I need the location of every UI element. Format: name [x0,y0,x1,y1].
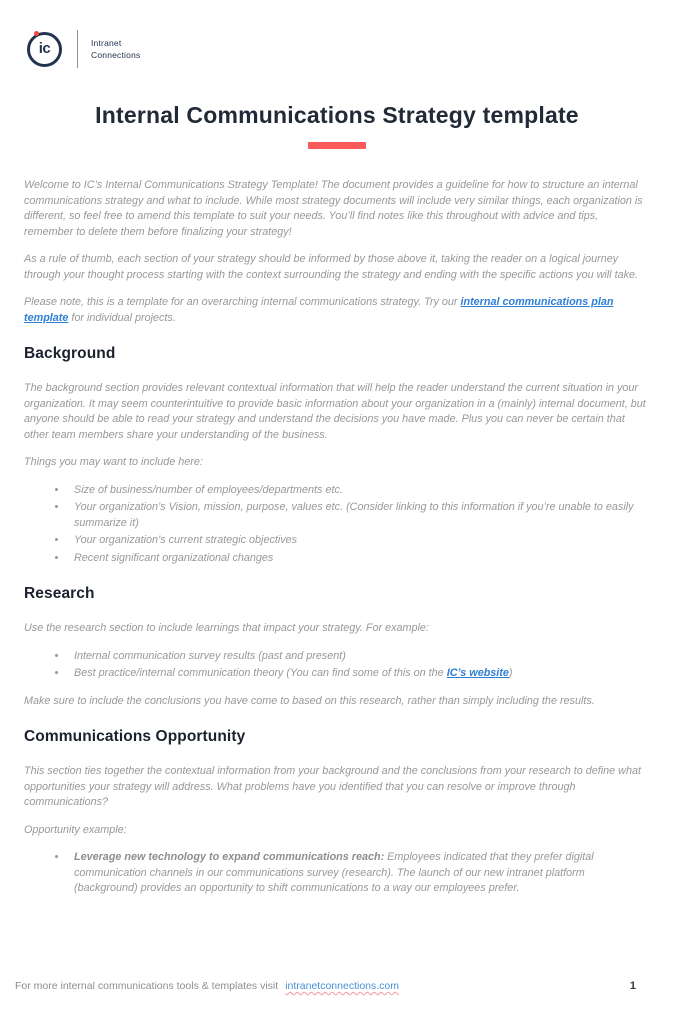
page-title: Internal Communications Strategy template [95,102,579,128]
research-paragraph: Use the research section to include learnings that impact your strategy. For example: [24,622,429,634]
opportunity-bullet-list [24,850,650,897]
logo-text: ic [38,40,51,57]
section-heading-background: Background [24,345,116,362]
background-paragraph: The background section provides relevant contextual information that will help the reader understand the current situation in your organization. It may seem counterintuitive to provide basic information about your organization in a (mainly) internal document, but anyone should be able to read your strategy and understand the decisions you have made. Plus you can never be certain that other team members share your understanding of the business. [24,382,646,441]
list-item [68,850,650,897]
ics-website-link[interactable]: IC’s website [446,667,509,679]
title-accent-bar [308,142,366,149]
background-bullet-list [24,483,650,567]
logo-red-dot-icon [34,31,39,36]
list-item [68,666,650,682]
list-item: • Size of business/number of employees/departments etc. [68,483,650,499]
opportunity-paragraph: This section ties together the contextual information from your background and the conclusions from your research to define what opportunities your strategy will address. What problems have you identified that you can resolve or improve through communications? [24,765,641,808]
research-bullet-2-tail: ) [508,667,513,679]
list-item: • Your organization’s current strategic objectives [68,533,650,549]
intro-paragraph-3 [24,295,650,326]
footer-left [15,980,399,992]
brand-name [91,37,140,62]
intro-paragraph-3-text: Please note, this is a template for an overarching internal communications strategy. Try our [24,296,461,308]
brand-name-line2: Connections [91,50,141,60]
list-item: • Recent significant organizational changes [68,551,650,567]
intranetconnections-link[interactable]: intranetconnections.com [285,980,400,992]
list-item: • Internal communication survey results (past and present) [68,649,650,665]
brand-header [0,0,674,68]
opportunity-bullet-text: Employees indicated that they prefer digital communication channels in our communications survey (research). The launch of our new intranet platform (background) provides an opportunity to shift communications to a way our employees prefer. [74,851,594,894]
document-body [0,178,674,897]
section-heading-research: Research [24,585,95,602]
internal-communications-plan-template-link[interactable]: internal communications plan template [24,296,614,324]
research-bullet-2-text: Best practice/internal communication theory (You can find some of this on the [74,667,447,679]
page-footer [15,980,636,992]
intro-paragraph-1: Welcome to IC’s Internal Communications Strategy Template! The document provides a guideline for how to structure an internal communications strategy and what to include. While most strategy documents will include very similar things, each organization is different, so feel free to amend this template to suit your needs. You’ll find notes like this throughout with advice and tips, remember to delete them before finalizing your strategy! [24,179,643,238]
intro-paragraph-2: As a rule of thumb, each section of your strategy should be informed by those above it, taking the reader on a logical journey through your thought process starting with the context surrounding the strategy and ending with the specific actions you will take. [24,253,638,281]
research-conclusion-paragraph: Make sure to include the conclusions you have come to based on this research, rather than simply including the results. [24,694,595,707]
section-heading-communications-opportunity: Communications Opportunity [24,728,246,745]
opportunity-bullet-lead: Leverage new technology to expand communications reach: [74,851,385,863]
intro-paragraph-3-tail: for individual projects. [68,311,176,324]
logo-divider [77,30,78,68]
footer-text: For more internal communications tools & templates visit [15,980,279,992]
ic-logo-icon [27,32,62,67]
opportunity-example-label: Opportunity example: [24,823,127,836]
page-number: 1 [629,980,636,992]
list-item: • Your organization’s Vision, mission, purpose, values etc. (Consider linking to this information if you’re unable to easily summarize it) [68,500,650,531]
brand-name-line1: Intranet [91,37,122,48]
research-bullet-list [24,649,650,682]
background-list-intro: Things you may want to include here: [24,456,203,468]
